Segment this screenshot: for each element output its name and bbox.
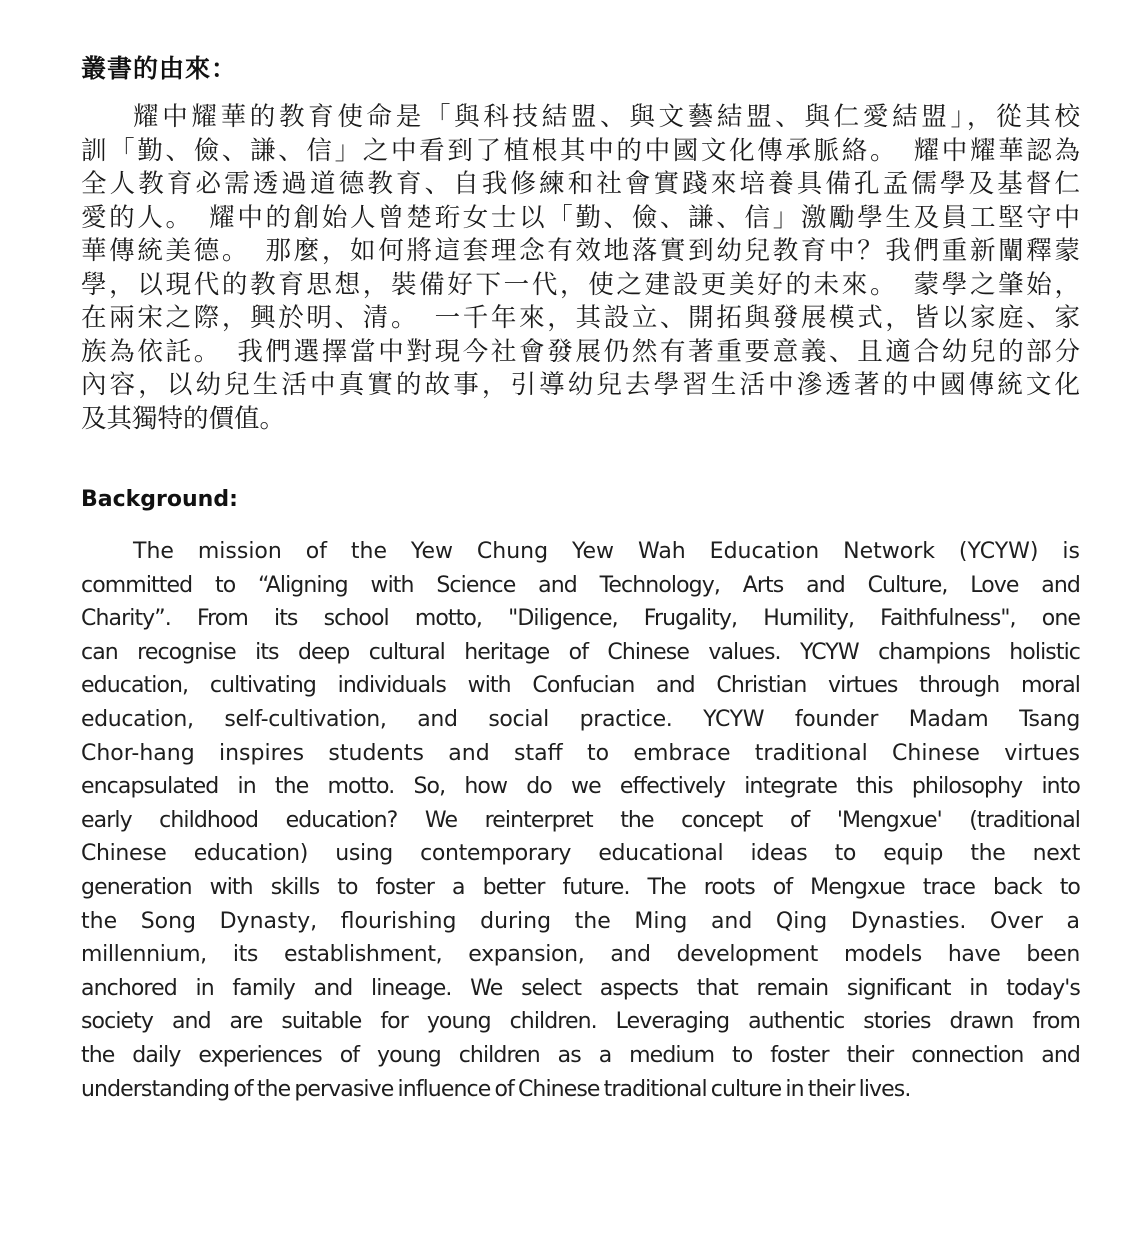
paragraph-line: Chor-hang inspires students and staff to embrace traditional Chinese virtues bbox=[81, 740, 1080, 766]
paragraph-line: 在兩宋之際，興於明、清。 一千年來，其設立、開拓與發展模式，皆以家庭、家 bbox=[81, 303, 1080, 333]
paragraph-line: 華傳統美德。 那麼，如何將這套理念有效地落實到幼兒教育中？我們重新闡釋蒙 bbox=[81, 236, 1080, 266]
paragraph-line: 內容，以幼兒生活中真實的故事，引導幼兒去學習生活中滲透著的中國傳統文化 bbox=[81, 370, 1080, 400]
paragraph-line: Chinese education) using contemporary educational ideas to equip the next bbox=[81, 841, 1080, 867]
paragraph-line: understanding of the pervasive influence of Chinese traditional culture in their lives. bbox=[81, 1076, 911, 1102]
paragraph-line: early childhood education? We reinterpret the concept of 'Mengxue' (traditional bbox=[81, 807, 1080, 833]
paragraph-line: The mission of the Yew Chung Yew Wah Education Network (YCYW) is bbox=[133, 539, 1080, 564]
paragraph-line: encapsulated in the motto. So, how do we effectively integrate this philosophy into bbox=[81, 774, 1080, 800]
chinese-section-paragraph bbox=[81, 101, 1080, 436]
paragraph-line: committed to “Aligning with Science and Technology, Arts and Culture, Love and bbox=[81, 572, 1080, 598]
paragraph-line: 全人教育必需透過道德教育、自我修練和社會實踐來培養具備孔孟儒學及基督仁 bbox=[81, 169, 1080, 199]
paragraph-line: education, self-cultivation, and social practice. YCYW founder Madam Tsang bbox=[81, 706, 1080, 732]
paragraph-line: 學，以現代的教育思想，裝備好下一代，使之建設更美好的未來。 蒙學之肇始， bbox=[81, 269, 1080, 300]
paragraph-line: Charity”. From its school motto, "Diligence, Frugality, Humility, Faithfulness", one bbox=[81, 606, 1080, 632]
paragraph-line: 訓「勤、儉、謙、信」之中看到了植根其中的中國文化傳承脈絡。 耀中耀華認為 bbox=[81, 135, 1080, 166]
chinese-section-heading: 叢書的由來： bbox=[81, 54, 238, 83]
paragraph-line: 族為依託。 我們選擇當中對現今社會發展仍然有著重要意義、且適合幼兒的部分 bbox=[81, 336, 1080, 367]
english-section-heading: Background: bbox=[81, 487, 238, 512]
paragraph-line: society and are suitable for young children. Leveraging authentic stories drawn from bbox=[81, 1009, 1080, 1035]
paragraph-line: the Song Dynasty, flourishing during the Ming and Qing Dynasties. Over a bbox=[81, 908, 1080, 934]
paragraph-line: 耀中耀華的教育使命是「與科技結盟、與文藝結盟、與仁愛結盟」，從其校 bbox=[133, 102, 1080, 132]
paragraph-line: can recognise its deep cultural heritage of Chinese values. YCYW champions holistic bbox=[81, 639, 1080, 665]
paragraph-line: millennium, its establishment, expansion, and development models have been bbox=[81, 942, 1080, 968]
paragraph-line: anchored in family and lineage. We select aspects that remain significant in today's bbox=[81, 975, 1080, 1001]
paragraph-line: the daily experiences of young children as a medium to foster their connection and bbox=[81, 1042, 1080, 1068]
paragraph-line: 愛的人。 耀中的創始人曾楚珩女士以「勤、儉、謙、信」激勵學生及員工堅守中 bbox=[81, 202, 1080, 233]
english-section-paragraph bbox=[81, 535, 1080, 1106]
paragraph-line: education, cultivating individuals with Confucian and Christian virtues through moral bbox=[81, 673, 1080, 699]
paragraph-line: 及其獨特的價值。 bbox=[81, 403, 286, 434]
paragraph-line: generation with skills to foster a better future. The roots of Mengxue trace back to bbox=[81, 874, 1080, 900]
